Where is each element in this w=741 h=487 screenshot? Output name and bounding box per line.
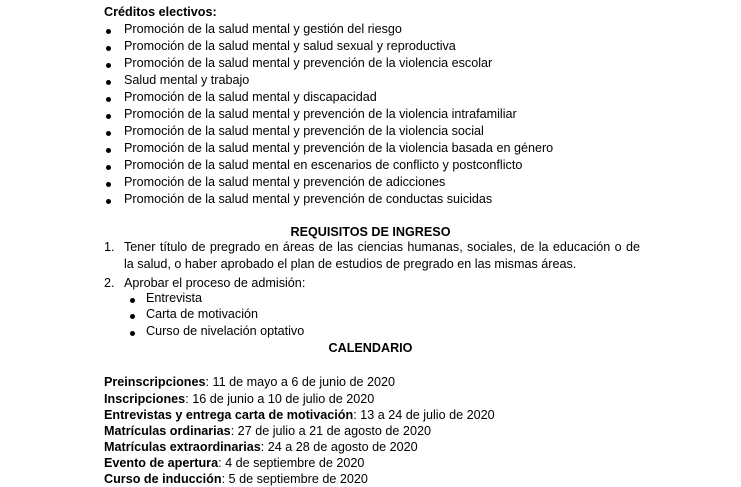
calendar-entry-value: : 13 a 24 de julio de 2020 — [353, 408, 495, 422]
list-item-text: Promoción de la salud mental y gestión del riesgo — [124, 22, 402, 36]
list-item-text: Promoción de la salud mental en escenarios de conflicto y postconflicto — [124, 158, 523, 172]
list-item-text: Carta de motivación — [146, 307, 258, 321]
calendar-entry — [104, 456, 364, 471]
bullet-icon — [106, 199, 111, 204]
bullet-icon — [130, 314, 135, 319]
calendar-heading: CALENDARIO — [328, 341, 413, 355]
list-item-text: Tener título de pregrado en áreas de las ciencias humanas, sociales, de la educación o de la salud, o haber aprobado el plan de estudios de pregrado en las mismas áreas. — [124, 240, 640, 271]
list-item-text: Promoción de la salud mental y prevención de la violencia escolar — [124, 56, 493, 70]
list-item-text: Promoción de la salud mental y prevención de la violencia intrafamiliar — [124, 107, 517, 121]
calendar-entry — [104, 375, 395, 390]
list-item-text: Promoción de la salud mental y prevención de la violencia basada en género — [124, 141, 554, 155]
calendar-entry-label: Matrículas ordinarias — [104, 424, 231, 438]
bullet-icon — [106, 165, 111, 170]
calendar-entry-value: : 24 a 28 de agosto de 2020 — [260, 440, 418, 454]
calendar-entry — [104, 408, 495, 423]
bullet-icon — [106, 97, 111, 102]
calendar-entry — [104, 472, 368, 487]
bullet-icon — [106, 63, 111, 68]
bullet-icon — [130, 298, 135, 303]
calendar-entry-label: Evento de apertura — [104, 456, 219, 470]
calendar-entry-value: : 11 de mayo a 6 de junio de 2020 — [205, 375, 396, 389]
bullet-icon — [106, 182, 111, 187]
calendar-entry-value: : 4 de septiembre de 2020 — [218, 456, 365, 470]
list-item-text: Promoción de la salud mental y prevención de adicciones — [124, 175, 446, 189]
list-item-number: 1. — [104, 240, 115, 254]
calendar-entry — [104, 424, 431, 439]
calendar-entry-label: Inscripciones — [104, 392, 186, 406]
calendar-entry-label: Preinscripciones — [104, 375, 206, 389]
list-item-text: Promoción de la salud mental y discapacidad — [124, 90, 377, 104]
calendar-entry-label: Curso de inducción — [104, 472, 222, 486]
list-item-text: Aprobar el proceso de admisión: — [124, 276, 306, 290]
list-item-text: Curso de nivelación optativo — [146, 324, 305, 338]
bullet-icon — [106, 46, 111, 51]
calendar-entry-label: Entrevistas y entrega carta de motivación — [104, 408, 354, 422]
electives-heading: Créditos electivos: — [104, 5, 217, 19]
list-item-text: Promoción de la salud mental y salud sexual y reproductiva — [124, 39, 456, 53]
list-item-number: 2. — [104, 276, 115, 290]
list-item-text: Promoción de la salud mental y prevención de conductas suicidas — [124, 192, 493, 206]
calendar-entry-value: : 16 de junio a 10 de julio de 2020 — [185, 392, 375, 406]
list-item-text: Salud mental y trabajo — [124, 73, 250, 87]
calendar-entry — [104, 440, 418, 455]
bullet-icon — [106, 80, 111, 85]
calendar-entry — [104, 392, 374, 407]
calendar-entry-value: : 27 de julio a 21 de agosto de 2020 — [230, 424, 431, 438]
calendar-entry-value: : 5 de septiembre de 2020 — [221, 472, 368, 486]
list-item-text: Promoción de la salud mental y prevención de la violencia social — [124, 124, 484, 138]
bullet-icon — [106, 131, 111, 136]
bullet-icon — [106, 29, 111, 34]
bullet-icon — [130, 331, 135, 336]
bullet-icon — [106, 114, 111, 119]
list-item-text: Entrevista — [146, 291, 202, 305]
bullet-icon — [106, 148, 111, 153]
calendar-entry-label: Matrículas extraordinarias — [104, 440, 261, 454]
requirements-heading: REQUISITOS DE INGRESO — [290, 225, 451, 239]
